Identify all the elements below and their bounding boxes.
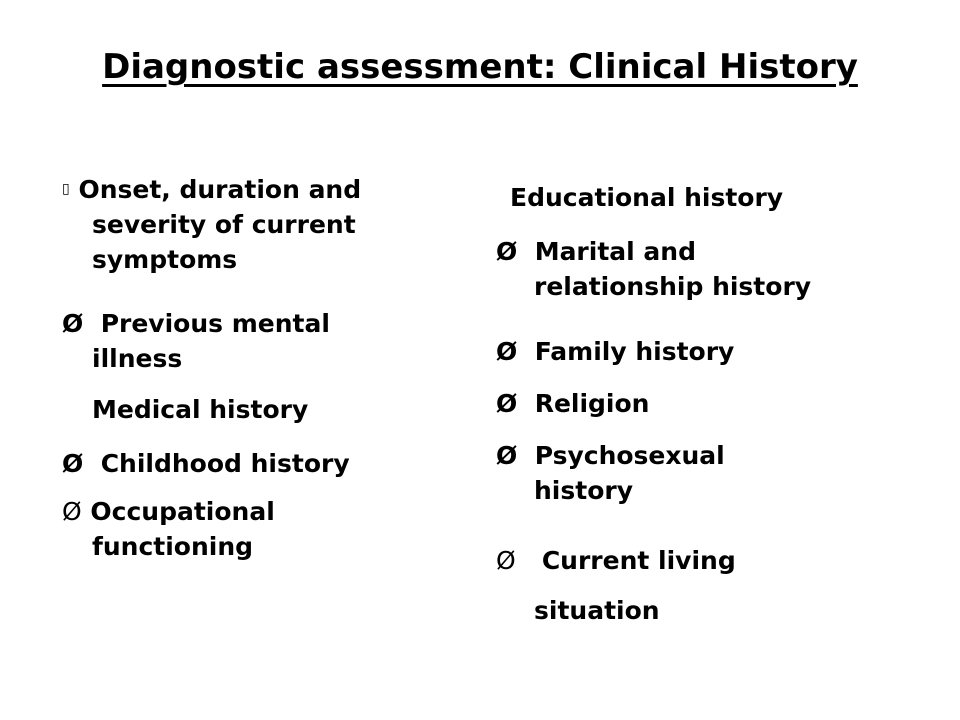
list-item-line: symptoms bbox=[92, 245, 238, 274]
arrow-bullet-icon: Ø bbox=[496, 237, 518, 266]
list-item-line: Ø Religion bbox=[496, 386, 649, 421]
arrow-bullet-icon: Ø bbox=[62, 497, 82, 526]
list-item-childhood-history bbox=[62, 446, 350, 481]
list-item-line: Educational history bbox=[510, 183, 784, 212]
arrow-bullet-icon: Ø bbox=[496, 389, 518, 418]
list-item-line: relationship history bbox=[534, 272, 812, 301]
arrow-bullet-icon: Ø bbox=[496, 546, 516, 575]
list-item-psychosexual-history bbox=[496, 438, 725, 508]
list-item-educational-history bbox=[510, 180, 783, 215]
slide-title-text: Diagnostic assessment: Clinical History bbox=[102, 47, 858, 87]
list-item-line: Ø Psychosexual bbox=[496, 438, 725, 473]
list-item-line: situation bbox=[534, 596, 660, 625]
list-item-onset bbox=[62, 172, 361, 277]
list-item-line: ▯ Onset, duration and bbox=[62, 172, 361, 207]
missing-glyph-bullet-icon: ▯ bbox=[62, 181, 70, 197]
arrow-bullet-icon: Ø bbox=[496, 441, 518, 470]
list-item-line: Ø Marital and bbox=[496, 234, 811, 269]
list-item-line: illness bbox=[92, 344, 183, 373]
list-item-religion bbox=[496, 386, 649, 421]
list-item-line: history bbox=[534, 476, 633, 505]
list-item-line: Ø Current living bbox=[496, 536, 736, 586]
list-item-family-history bbox=[496, 334, 734, 369]
list-item-line: severity of current bbox=[92, 210, 356, 239]
list-item-line: Ø Childhood history bbox=[62, 446, 350, 481]
list-item-medical-history bbox=[92, 392, 308, 427]
list-item-previous-mental-illness bbox=[62, 306, 330, 376]
list-item-line: Ø Occupational bbox=[62, 494, 275, 529]
list-item-line: Ø Family history bbox=[496, 334, 734, 369]
slide-title bbox=[0, 42, 960, 92]
arrow-bullet-icon: Ø bbox=[62, 309, 84, 338]
list-item-marital-history bbox=[496, 234, 811, 304]
list-item-line: Ø Previous mental bbox=[62, 306, 330, 341]
list-item-current-living-situation bbox=[496, 536, 736, 636]
arrow-bullet-icon: Ø bbox=[62, 449, 84, 478]
list-item-occupational-functioning bbox=[62, 494, 275, 564]
list-item-line: functioning bbox=[92, 532, 254, 561]
list-item-line: Medical history bbox=[92, 395, 309, 424]
arrow-bullet-icon: Ø bbox=[496, 337, 518, 366]
